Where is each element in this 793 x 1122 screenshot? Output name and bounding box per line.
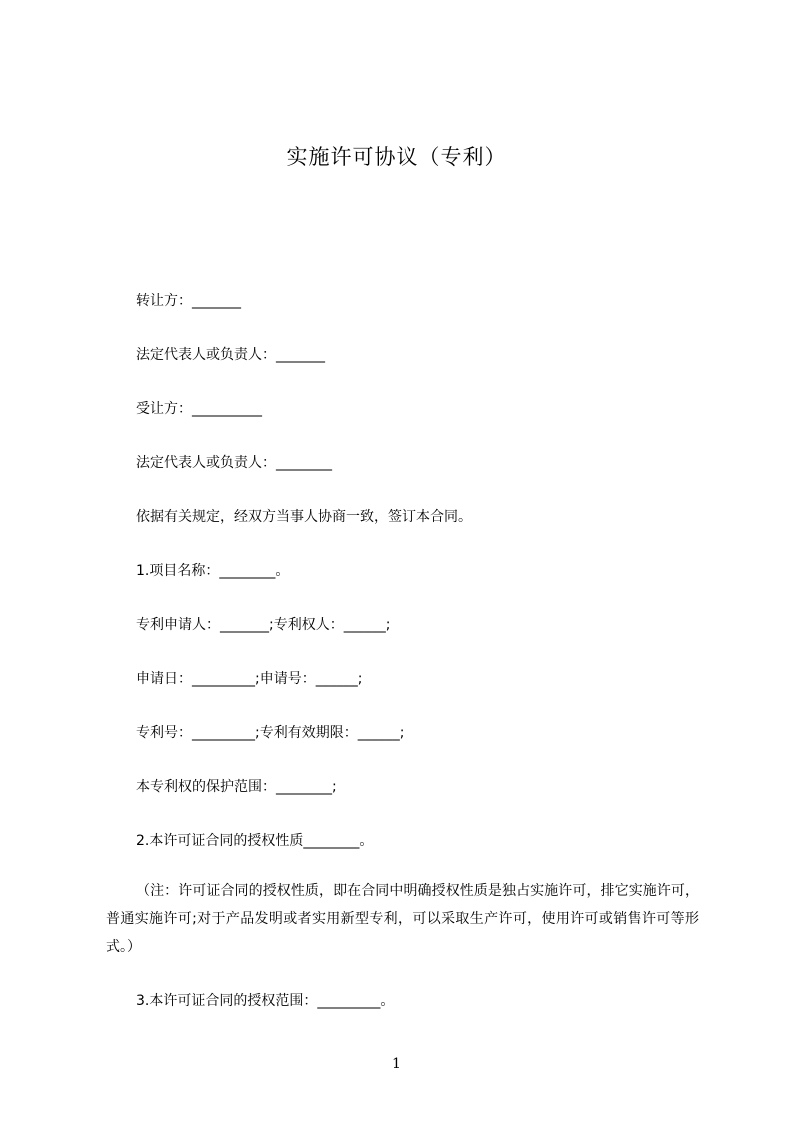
patent-applicant-line: 专利申请人：_______;专利权人：______; <box>136 617 391 633</box>
page-number: 1 <box>392 1056 401 1072</box>
document-title: 实施许可协议（专利） <box>286 145 507 169</box>
protection-scope-line: 本专利权的保护范围：________; <box>136 779 337 795</box>
note-paragraph: （注：许可证合同的授权性质，即在合同中明确授权性质是独占实施许可，排它实施许可，普通实施许可;对于产品发明或者实用新型专利，可以采取生产许可，使用许可或销售许可等形式。） <box>106 883 699 955</box>
application-date-line: 申请日：_________;申请号：______; <box>136 671 363 687</box>
transferee-line: 受让方：__________ <box>136 401 262 417</box>
clause-2-authorization-nature: 2.本许可证合同的授权性质________。 <box>136 833 374 849</box>
clause-1-project-name: 1.项目名称：________。 <box>136 563 290 579</box>
preamble-line: 依据有关规定，经双方当事人协商一致，签订本合同。 <box>136 509 472 525</box>
clause-3-authorization-scope: 3.本许可证合同的授权范围：_________。 <box>136 993 395 1009</box>
transferee-representative-line: 法定代表人或负责人：________ <box>136 455 332 471</box>
transferor-line: 转让方：_______ <box>136 293 241 309</box>
transferor-representative-line: 法定代表人或负责人：_______ <box>136 347 325 363</box>
patent-number-line: 专利号：_________;专利有效期限：______; <box>136 725 405 741</box>
